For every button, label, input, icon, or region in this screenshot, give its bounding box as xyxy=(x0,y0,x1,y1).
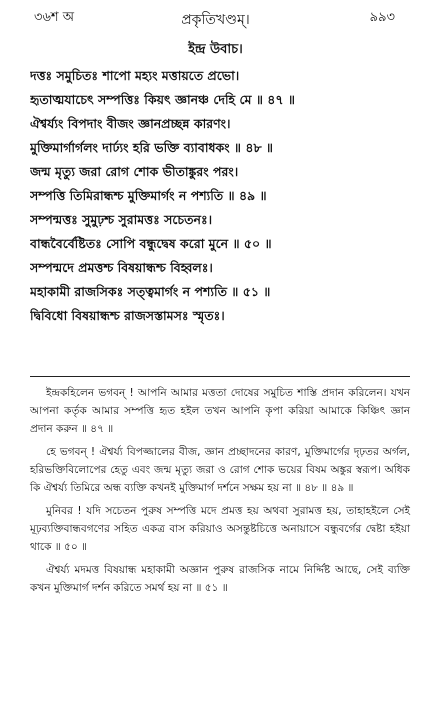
page-header xyxy=(0,8,431,28)
page-number: ৯৯৩ xyxy=(369,10,395,25)
verse-line: ঐশ্বর্য্যং বিপদাং বীজং জ্ঞানপ্রচ্ছন্ন কারণং। xyxy=(30,116,231,131)
verse-line: জন্ম মৃত্যু জরা রোগ শোক ভীতাঙ্কুরং পরং। xyxy=(30,164,239,179)
translation-paragraph: হে ভগবন্ ! ঐশ্বর্য্য বিপজ্জালের বীজ, জ্ঞান প্রচ্ছাদনের কারণ, মুক্তিমার্গের দৃঢ়তর অর্গল, হরিভক্তিবিলোপের হেতু এবং জন্ম মৃত্যু জরা ও রোগ শোক ভয়ের বিষম অঙ্কুর স্বরূপ। অধিক কি ঐশ্বর্য্য তিমিরে অন্ধ ব্যক্তি কখনই মুক্তিমার্গ দর্শনে সক্ষম হয় না ॥ ৪৮ ॥ ৪৯ ॥ xyxy=(30,446,410,494)
translation-paragraph: ঐশ্বর্য্য মদমত্ত বিষয়ান্ধ মহাকামী অজ্ঞান পুরুষ রাজসিক নামে নির্দ্দিষ্ট আছে, সেই ব্যক্তি কখন মুক্তিমার্গ দর্শন করিতে সমর্থ হয় না ॥ ৫১ ॥ xyxy=(30,564,410,594)
verse-line: সম্পন্মদে প্রমত্তশ্চ বিষয়ান্ধশ্চ বিহ্বলঃ। xyxy=(30,260,213,275)
chapter-number: ৩৬শ অ xyxy=(34,10,74,25)
translation-paragraph: মুনিবর ! যদি সচেতন পুরুষ সম্পত্তি মদে প্রমত্ত হয় অথবা সুরামত্ত হয়, তাহাহইলে সেই মূঢ়ব্যক্তিবান্ধবগণের সহিত একত্র বাস করিয়াও অসন্তুষ্টচিত্তে অনায়াসে বন্ধুবর্গের দ্বেষ্টা হইয়া থাকে ॥ ৫০ ॥ xyxy=(30,505,410,553)
section-divider xyxy=(30,376,410,377)
verse-line: মুক্তিমার্গার্গলং দার্ঢ্যং হরি ভক্তি ব্যাবাধকং ॥ ৪৮ ॥ xyxy=(30,140,273,155)
verse-line: সম্পন্মত্তঃ সুমুঢ়শ্চ সুরামত্তঃ সচেতনঃ। xyxy=(30,212,213,227)
verse-line: বান্ধবৈর্বেষ্টিতঃ সোপি বন্ধুদ্বেষ করো মুনে ॥ ৫০ ॥ xyxy=(30,236,272,251)
translation-paragraph: ইন্দ্রকহিলেন ভগবন্ ! আপনি আমার মত্ততা দোষের সমুচিত শাস্তি প্রদান করিলেন। যখন আপনা কর্তৃক আমার সম্পত্তি হৃত হইল তখন আপনি কৃপা করিয়া আমাকে কিঞ্চিৎ জ্ঞান প্রদান করুন ॥ ৪৭ ॥ xyxy=(30,387,410,435)
sanskrit-verses xyxy=(30,64,410,328)
verse-line: দ্বিবিধো বিষয়ান্ধশ্চ রাজসস্তামসঃ স্মৃতঃ। xyxy=(30,308,225,323)
bengali-translation xyxy=(30,384,410,602)
verse-line: সম্পত্তি তিমিরান্ধশ্চ মুক্তিমার্গং ন পশ্যতি ॥ ৪৯ ॥ xyxy=(30,188,267,203)
verse-line: দত্তঃ সমুচিতঃ শাপো মহ্যং মত্তায়তে প্রভো। xyxy=(30,68,240,83)
verse-line: হৃতাত্মযাচেৎ সম্পত্তিঃ কিয়ৎ জ্ঞানঞ্চ দেহি মে ॥ ৪৭ ॥ xyxy=(30,92,295,107)
verse-line: মহাকামী রাজসিকঃ সত্ত্বমার্গং ন পশ্যতি ॥ ৫১ ॥ xyxy=(30,284,271,299)
verse-speaker-heading: ইন্দ্র উবাচ। xyxy=(188,42,243,57)
running-title: প্রকৃতিখণ্ডম্। xyxy=(181,12,250,28)
